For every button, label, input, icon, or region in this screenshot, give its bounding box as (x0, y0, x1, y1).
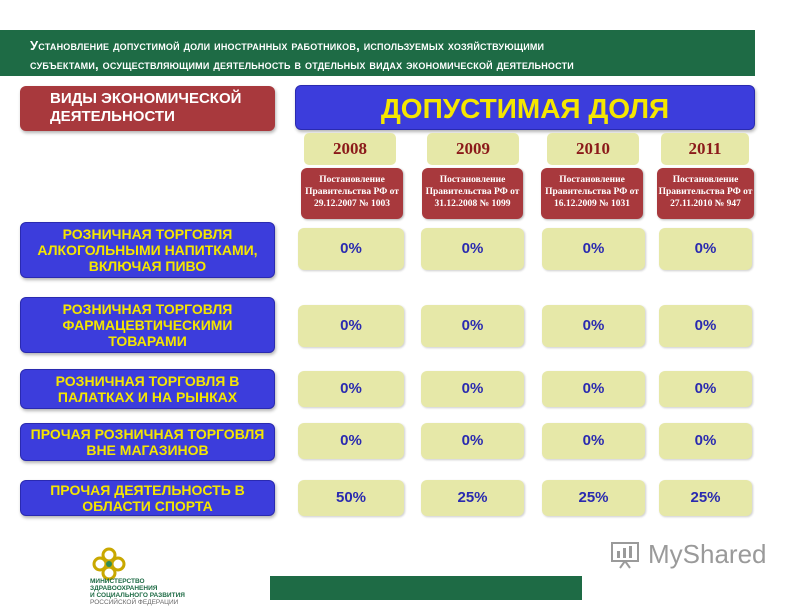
ministry-emblem-icon (90, 546, 128, 582)
share-cell: 0% (659, 423, 752, 459)
ministry-name-line: МИНИСТЕРСТВО (90, 578, 145, 585)
share-cell: 0% (542, 371, 645, 407)
share-cell: 0% (421, 423, 524, 459)
ministry-name-line: ЗДРАВООХРАНЕНИЯ (90, 585, 158, 592)
kind-tents-markets: РОЗНИЧНАЯ ТОРГОВЛЯ В ПАЛАТКАХ И НА РЫНКАХ (20, 369, 275, 409)
year-2011: 2011 (661, 133, 749, 165)
decree-2010: Постановление Правительства РФ от 16.12.2009 № 1031 (541, 168, 643, 219)
share-cell: 0% (542, 423, 645, 459)
year-2008: 2008 (304, 133, 396, 165)
share-cell: 0% (298, 228, 404, 270)
decree-2008: Постановление Правительства РФ от 29.12.2007 № 1003 (301, 168, 403, 219)
share-cell: 0% (659, 228, 752, 270)
footer-bar (270, 576, 582, 600)
kinds-header: ВИДЫ ЭКОНОМИЧЕСКОЙ ДЕЯТЕЛЬНОСТИ (20, 86, 275, 131)
slide-title-line1: Установление допустимой доли иностранных работников, используемых хозяйствующими (30, 38, 545, 53)
kind-sports: ПРОЧАЯ ДЕЯТЕЛЬНОСТЬ В ОБЛАСТИ СПОРТА (20, 480, 275, 516)
share-cell: 25% (421, 480, 524, 516)
kind-non-store-retail: ПРОЧАЯ РОЗНИЧНАЯ ТОРГОВЛЯ ВНЕ МАГАЗИНОВ (20, 423, 275, 461)
share-cell: 25% (659, 480, 752, 516)
presentation-board-icon (610, 539, 642, 569)
ministry-name-line: РОССИЙСКОЙ ФЕДЕРАЦИИ (90, 599, 179, 606)
share-header: ДОПУСТИМАЯ ДОЛЯ (295, 85, 755, 130)
ministry-logo-block (90, 546, 290, 606)
ministry-name (90, 578, 185, 606)
share-cell: 0% (659, 305, 752, 347)
watermark (610, 535, 770, 575)
share-cell: 0% (298, 305, 404, 347)
share-cell: 0% (542, 228, 645, 270)
share-cell: 0% (421, 305, 524, 347)
year-2009: 2009 (427, 133, 519, 165)
share-cell: 0% (659, 371, 752, 407)
slide-title-line2: субъектами, осуществляющими деятельность в отдельных видах экономической деятельности (30, 57, 574, 72)
share-cell: 25% (542, 480, 645, 516)
kind-pharma-retail: РОЗНИЧНАЯ ТОРГОВЛЯ ФАРМАЦЕВТИЧЕСКИМИ ТОВАРАМИ (20, 297, 275, 353)
watermark-text: MyShared (648, 539, 767, 569)
year-2010: 2010 (547, 133, 639, 165)
decree-2011: Постановление Правительства РФ от 27.11.2010 № 947 (657, 168, 754, 219)
share-cell: 0% (298, 371, 404, 407)
share-cell: 0% (421, 228, 524, 270)
kind-alcohol-retail: РОЗНИЧНАЯ ТОРГОВЛЯ АЛКОГОЛЬНЫМИ НАПИТКАМИ, ВКЛЮЧАЯ ПИВО (20, 222, 275, 278)
slide-title (0, 30, 755, 76)
share-cell: 0% (542, 305, 645, 347)
share-cell: 0% (421, 371, 524, 407)
share-cell: 50% (298, 480, 404, 516)
decree-2009: Постановление Правительства РФ от 31.12.2008 № 1099 (422, 168, 523, 219)
ministry-name-line: И СОЦИАЛЬНОГО РАЗВИТИЯ (90, 592, 185, 599)
share-cell: 0% (298, 423, 404, 459)
